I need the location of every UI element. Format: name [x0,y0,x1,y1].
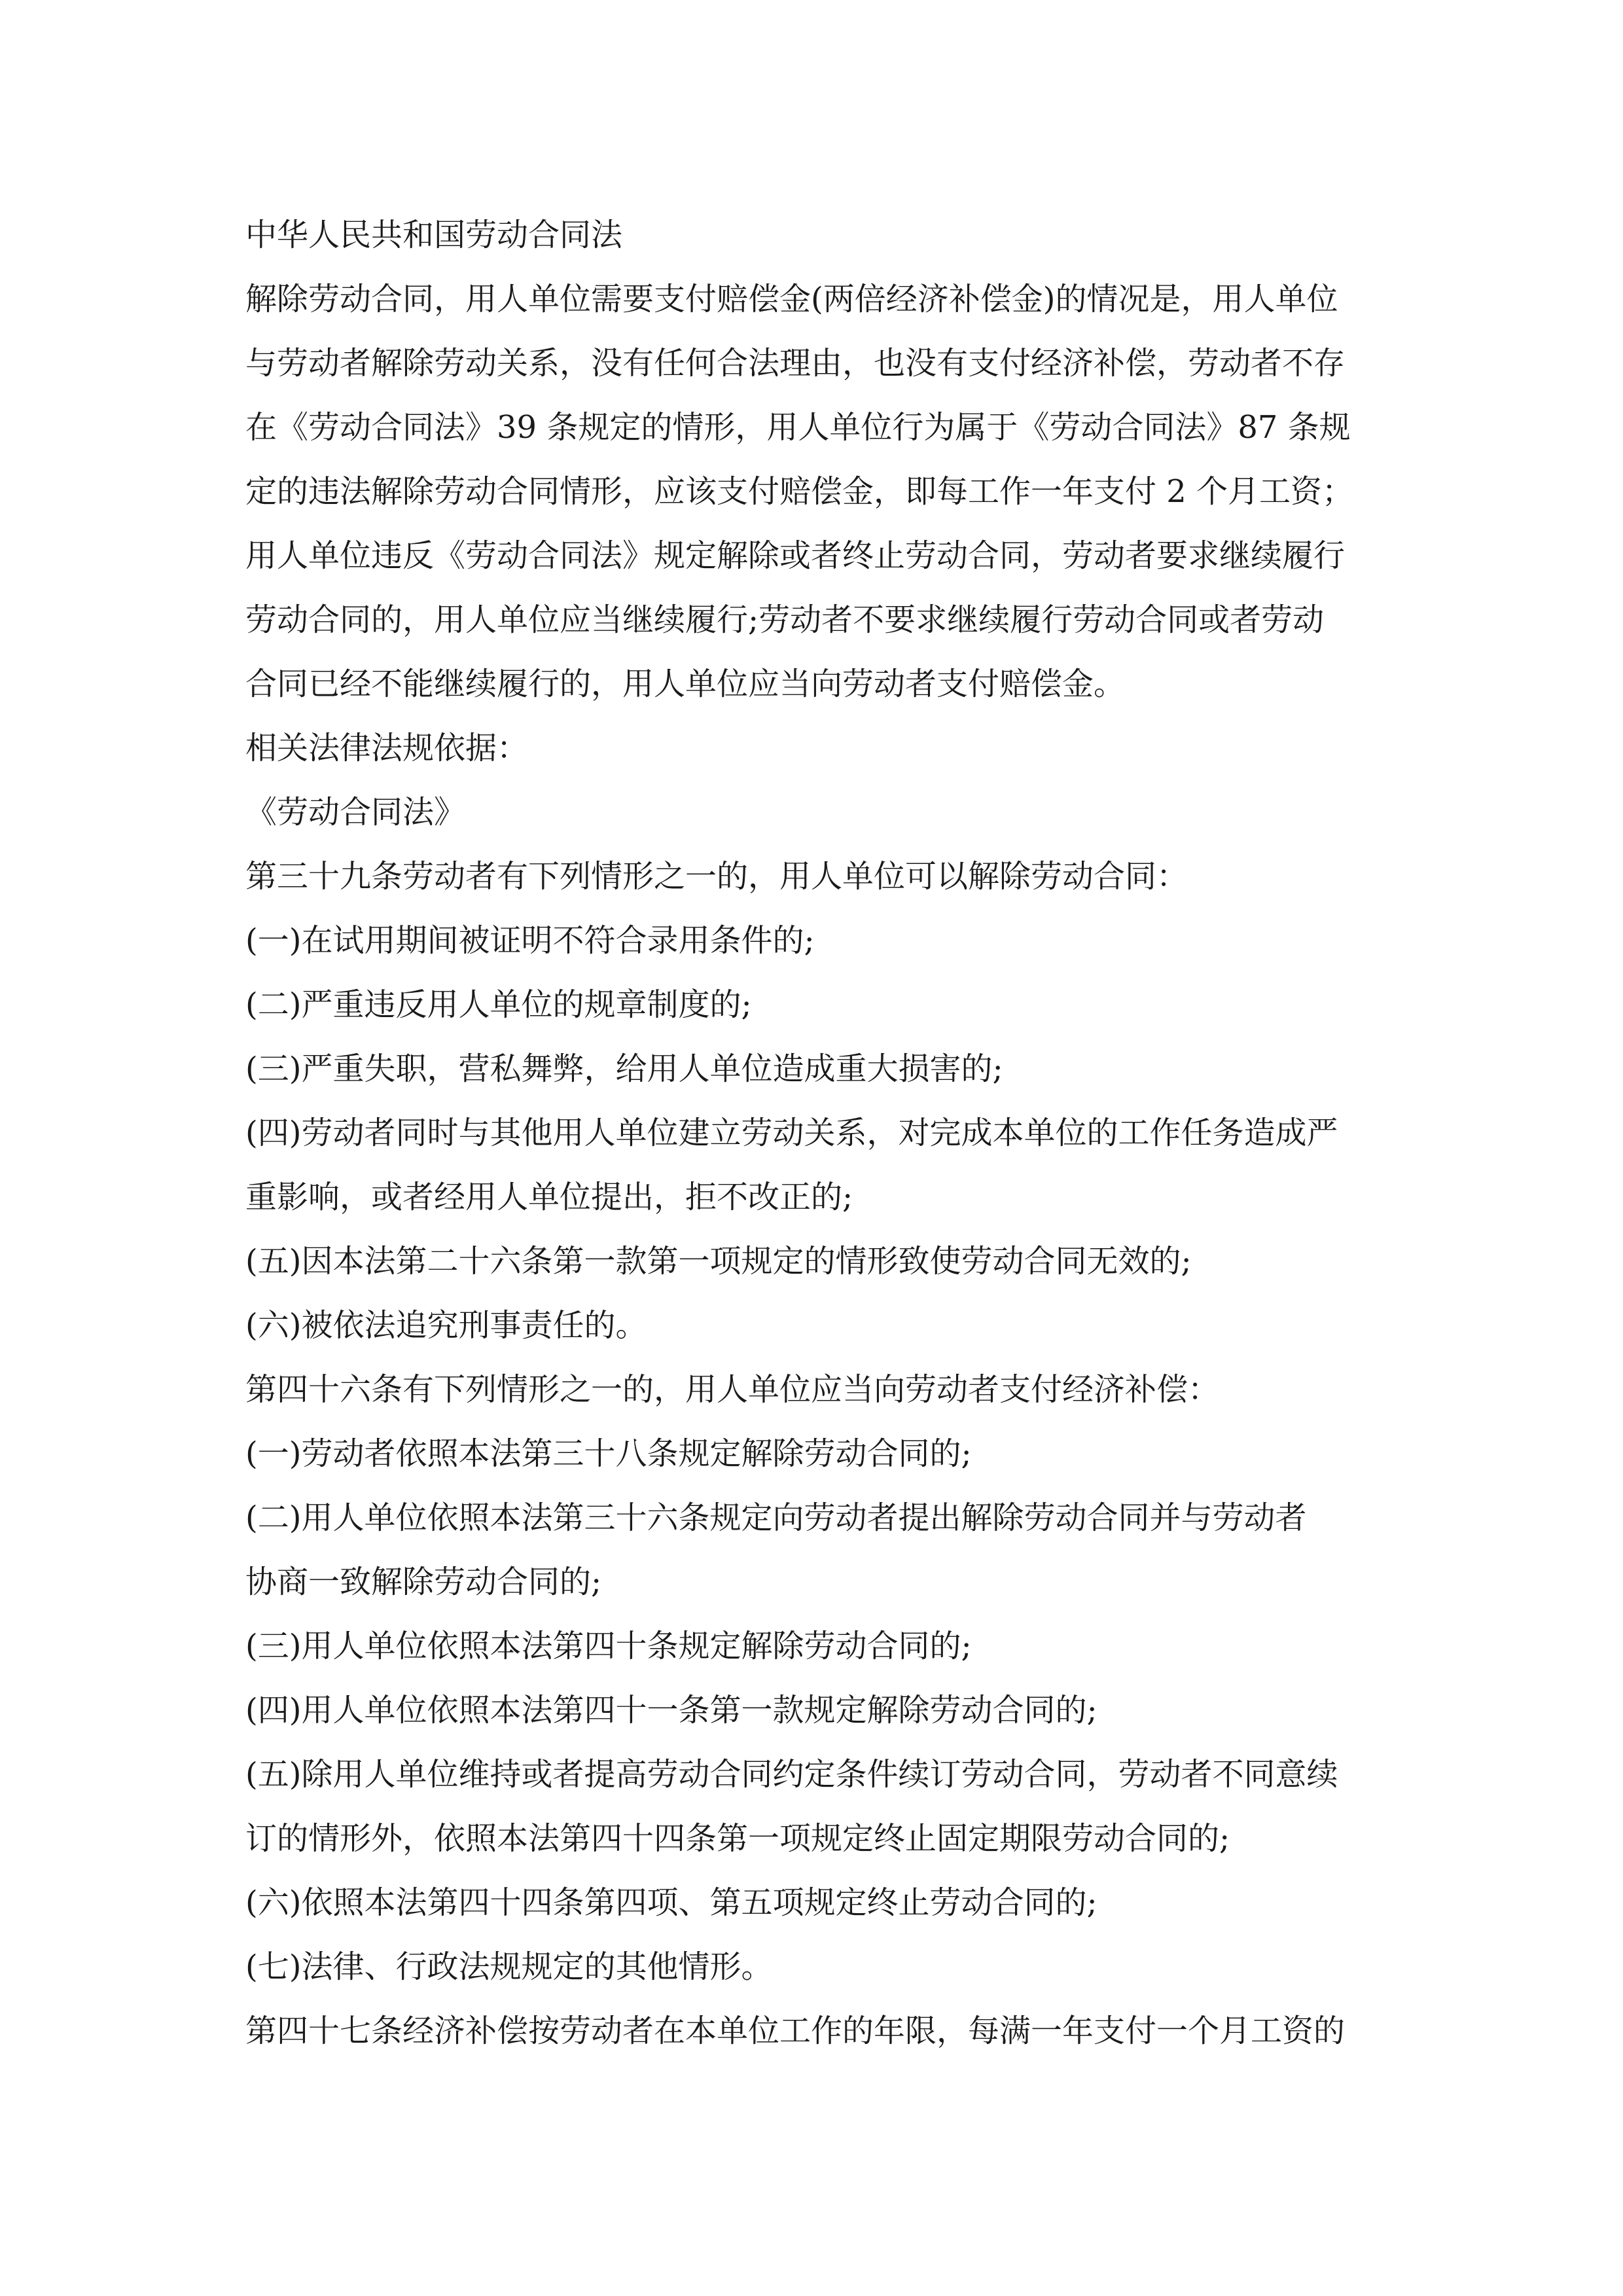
list-item-continuation: 订的情形外，依照本法第四十四条第一项规定终止固定期限劳动合同的; [245,1820,1230,1857]
list-item: (一)在试用期间被证明不符合录用条件的; [245,922,815,959]
list-item: (六)依照本法第四十四条第四项、第五项规定终止劳动合同的; [245,1884,1097,1921]
article-heading: 第四十七条经济补偿按劳动者在本单位工作的年限，每满一年支付一个月工资的 [245,2013,1346,2049]
list-item-continuation: 重影响，或者经用人单位提出，拒不改正的; [245,1179,853,1215]
list-item: (四)劳动者同时与其他用人单位建立劳动关系，对完成本单位的工作任务造成严 [245,1115,1338,1151]
list-item: (二)严重违反用人单位的规章制度的; [245,986,752,1023]
list-item: (一)劳动者依照本法第三十八条规定解除劳动合同的; [245,1435,972,1472]
list-item: (五)除用人单位维持或者提高劳动合同约定条件续订劳动合同，劳动者不同意续 [245,1756,1338,1793]
article-heading: 第三十九条劳动者有下列情形之一的，用人单位可以解除劳动合同： [245,858,1188,895]
list-item: (三)用人单位依照本法第四十条规定解除劳动合同的; [245,1628,972,1664]
list-item: (四)用人单位依照本法第四十一条第一款规定解除劳动合同的; [245,1692,1097,1729]
text-line: 在《劳动合同法》39 条规定的情形，用人单位行为属于《劳动合同法》87 条规 [245,409,1351,446]
law-name: 《劳动合同法》 [245,794,466,831]
list-item: (二)用人单位依照本法第三十六条规定向劳动者提出解除劳动合同并与劳动者 [245,1499,1307,1536]
list-item: (三)严重失职，营私舞弊，给用人单位造成重大损害的; [245,1050,1003,1087]
list-item-continuation: 协商一致解除劳动合同的; [245,1564,602,1600]
text-line: 劳动合同的，用人单位应当继续履行;劳动者不要求继续履行劳动合同或者劳动 [245,601,1325,638]
text-line: 合同已经不能继续履行的，用人单位应当向劳动者支付赔偿金。 [245,666,1126,702]
list-item: (六)被依法追究刑事责任的。 [245,1307,647,1344]
text-line: 用人单位违反《劳动合同法》规定解除或者终止劳动合同，劳动者要求继续履行 [245,537,1346,574]
list-item: (五)因本法第二十六条第一款第一项规定的情形致使劳动合同无效的; [245,1243,1192,1280]
section-heading: 相关法律法规依据： [245,730,529,766]
list-item: (七)法律、行政法规规定的其他情形。 [245,1948,773,1985]
document-body [245,203,1378,2063]
text-line: 与劳动者解除劳动关系，没有任何合法理由，也没有支付经济补偿，劳动者不存 [245,345,1346,382]
document-title: 中华人民共和国劳动合同法 [245,217,623,253]
text-line: 定的违法解除劳动合同情形，应该支付赔偿金，即每工作一年支付 2 个月工资； [245,473,1354,510]
article-heading: 第四十六条有下列情形之一的，用人单位应当向劳动者支付经济补偿： [245,1371,1220,1408]
text-line: 解除劳动合同，用人单位需要支付赔偿金(两倍经济补偿金)的情况是，用人单位 [245,281,1338,317]
